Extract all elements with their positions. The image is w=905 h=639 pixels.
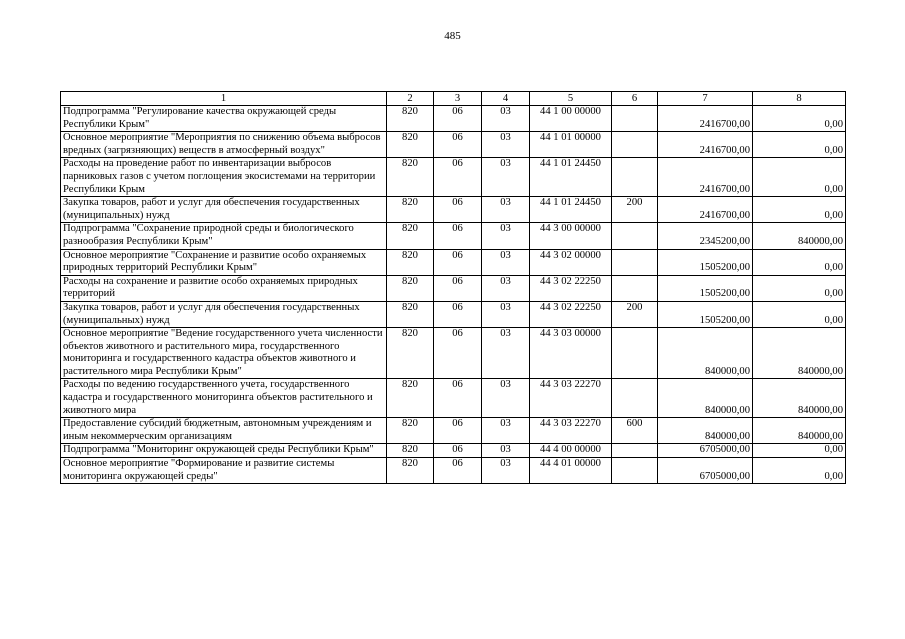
amount-col8-cell: 0,00	[753, 458, 846, 484]
amount-col7-cell: 1505200,00	[658, 301, 753, 327]
amount-col7-cell: 2416700,00	[658, 106, 753, 132]
target-article-cell: 44 4 01 00000	[530, 458, 612, 484]
subsection-code-cell: 03	[482, 249, 530, 275]
section-code-cell: 06	[434, 444, 482, 458]
target-article-cell: 44 4 00 00000	[530, 444, 612, 458]
header-cell: 5	[530, 92, 612, 106]
amount-col7-cell: 840000,00	[658, 379, 753, 418]
amount-col8-cell: 840000,00	[753, 223, 846, 249]
header-cell: 7	[658, 92, 753, 106]
subsection-code-cell: 03	[482, 301, 530, 327]
amount-col7-cell: 1505200,00	[658, 249, 753, 275]
expense-type-cell	[612, 458, 658, 484]
section-code-cell: 06	[434, 458, 482, 484]
expense-type-cell	[612, 249, 658, 275]
section-code-cell: 06	[434, 379, 482, 418]
expense-name-cell: Основное мероприятие "Формирование и развитие системы мониторинга окружающей среды"	[61, 458, 387, 484]
table-row	[61, 328, 846, 379]
expense-name-cell: Основное мероприятие "Ведение государственного учета численности объектов животного и растительного мира, государственного мониторинга и государственного кадастра объектов животного и растительного мира Республики Крым"	[61, 328, 387, 379]
amount-col7-cell: 2416700,00	[658, 158, 753, 197]
amount-col7-cell: 2345200,00	[658, 223, 753, 249]
expense-name-cell: Закупка товаров, работ и услуг для обеспечения государственных (муниципальных) нужд	[61, 197, 387, 223]
expense-type-cell: 200	[612, 301, 658, 327]
header-cell: 6	[612, 92, 658, 106]
table-row	[61, 275, 846, 301]
page-number: 485	[444, 30, 461, 42]
amount-col8-cell: 0,00	[753, 132, 846, 158]
subsection-code-cell: 03	[482, 223, 530, 249]
table-header-row	[61, 92, 846, 106]
target-article-cell: 44 3 02 22250	[530, 301, 612, 327]
subsection-code-cell: 03	[482, 158, 530, 197]
target-article-cell: 44 1 01 24450	[530, 197, 612, 223]
section-code-cell: 06	[434, 301, 482, 327]
subsection-code-cell: 03	[482, 197, 530, 223]
header-cell: 1	[61, 92, 387, 106]
ministry-code-cell: 820	[387, 223, 434, 249]
expense-name-cell: Расходы на сохранение и развитие особо охраняемых природных территорий	[61, 275, 387, 301]
section-code-cell: 06	[434, 132, 482, 158]
amount-col8-cell: 0,00	[753, 275, 846, 301]
ministry-code-cell: 820	[387, 379, 434, 418]
header-cell: 3	[434, 92, 482, 106]
target-article-cell: 44 1 01 00000	[530, 132, 612, 158]
subsection-code-cell: 03	[482, 379, 530, 418]
table-row	[61, 223, 846, 249]
expense-name-cell: Закупка товаров, работ и услуг для обеспечения государственных (муниципальных) нужд	[61, 301, 387, 327]
ministry-code-cell: 820	[387, 301, 434, 327]
expense-type-cell: 200	[612, 197, 658, 223]
table-row	[61, 106, 846, 132]
expense-name-cell: Расходы на проведение работ по инвентаризации выбросов парниковых газов с учетом поглощения экосистемами на территории Республики Крым	[61, 158, 387, 197]
table-row	[61, 158, 846, 197]
expense-type-cell: 600	[612, 418, 658, 444]
budget-table	[60, 91, 846, 484]
expense-name-cell: Основное мероприятие "Мероприятия по снижению объема выбросов вредных (загрязняющих) веществ в атмосферный воздух"	[61, 132, 387, 158]
header-cell: 4	[482, 92, 530, 106]
ministry-code-cell: 820	[387, 249, 434, 275]
subsection-code-cell: 03	[482, 106, 530, 132]
expense-type-cell	[612, 444, 658, 458]
target-article-cell: 44 3 03 22270	[530, 379, 612, 418]
table-row	[61, 379, 846, 418]
amount-col7-cell: 6705000,00	[658, 444, 753, 458]
amount-col7-cell: 6705000,00	[658, 458, 753, 484]
table-row	[61, 458, 846, 484]
target-article-cell: 44 3 02 22250	[530, 275, 612, 301]
expense-type-cell	[612, 158, 658, 197]
target-article-cell: 44 3 03 00000	[530, 328, 612, 379]
subsection-code-cell: 03	[482, 328, 530, 379]
amount-col7-cell: 840000,00	[658, 328, 753, 379]
section-code-cell: 06	[434, 223, 482, 249]
amount-col8-cell: 840000,00	[753, 379, 846, 418]
ministry-code-cell: 820	[387, 275, 434, 301]
section-code-cell: 06	[434, 418, 482, 444]
amount-col8-cell: 0,00	[753, 158, 846, 197]
amount-col7-cell: 2416700,00	[658, 197, 753, 223]
section-code-cell: 06	[434, 275, 482, 301]
target-article-cell: 44 1 01 24450	[530, 158, 612, 197]
expense-type-cell	[612, 132, 658, 158]
section-code-cell: 06	[434, 106, 482, 132]
section-code-cell: 06	[434, 249, 482, 275]
ministry-code-cell: 820	[387, 458, 434, 484]
expense-name-cell: Подпрограмма "Мониторинг окружающей среды Республики Крым"	[61, 444, 387, 458]
table-row	[61, 132, 846, 158]
amount-col8-cell: 0,00	[753, 249, 846, 275]
expense-type-cell	[612, 379, 658, 418]
amount-col8-cell: 0,00	[753, 301, 846, 327]
section-code-cell: 06	[434, 158, 482, 197]
expense-name-cell: Расходы по ведению государственного учета, государственного кадастра и государственного мониторинга объектов растительного и животного мира	[61, 379, 387, 418]
ministry-code-cell: 820	[387, 197, 434, 223]
section-code-cell: 06	[434, 328, 482, 379]
ministry-code-cell: 820	[387, 158, 434, 197]
table-row	[61, 301, 846, 327]
target-article-cell: 44 3 02 00000	[530, 249, 612, 275]
target-article-cell: 44 3 00 00000	[530, 223, 612, 249]
expense-type-cell	[612, 328, 658, 379]
expense-name-cell: Основное мероприятие "Сохранение и развитие особо охраняемых природных территорий Республики Крым"	[61, 249, 387, 275]
subsection-code-cell: 03	[482, 444, 530, 458]
subsection-code-cell: 03	[482, 458, 530, 484]
expense-name-cell: Подпрограмма "Сохранение природной среды и биологического разнообразия Республики Крым"	[61, 223, 387, 249]
amount-col8-cell: 0,00	[753, 197, 846, 223]
subsection-code-cell: 03	[482, 132, 530, 158]
amount-col7-cell: 2416700,00	[658, 132, 753, 158]
table-row	[61, 418, 846, 444]
expense-type-cell	[612, 223, 658, 249]
amount-col8-cell: 840000,00	[753, 418, 846, 444]
expense-name-cell: Подпрограмма "Регулирование качества окружающей среды Республики Крым"	[61, 106, 387, 132]
amount-col7-cell: 1505200,00	[658, 275, 753, 301]
ministry-code-cell: 820	[387, 418, 434, 444]
ministry-code-cell: 820	[387, 132, 434, 158]
section-code-cell: 06	[434, 197, 482, 223]
amount-col8-cell: 840000,00	[753, 328, 846, 379]
amount-col7-cell: 840000,00	[658, 418, 753, 444]
header-cell: 2	[387, 92, 434, 106]
ministry-code-cell: 820	[387, 328, 434, 379]
subsection-code-cell: 03	[482, 418, 530, 444]
table-row	[61, 249, 846, 275]
table-row	[61, 197, 846, 223]
expense-type-cell	[612, 275, 658, 301]
amount-col8-cell: 0,00	[753, 444, 846, 458]
ministry-code-cell: 820	[387, 444, 434, 458]
header-cell: 8	[753, 92, 846, 106]
target-article-cell: 44 1 00 00000	[530, 106, 612, 132]
expense-name-cell: Предоставление субсидий бюджетным, автономным учреждениям и иным некоммерческим организациям	[61, 418, 387, 444]
ministry-code-cell: 820	[387, 106, 434, 132]
subsection-code-cell: 03	[482, 275, 530, 301]
target-article-cell: 44 3 03 22270	[530, 418, 612, 444]
table-row	[61, 444, 846, 458]
expense-type-cell	[612, 106, 658, 132]
amount-col8-cell: 0,00	[753, 106, 846, 132]
